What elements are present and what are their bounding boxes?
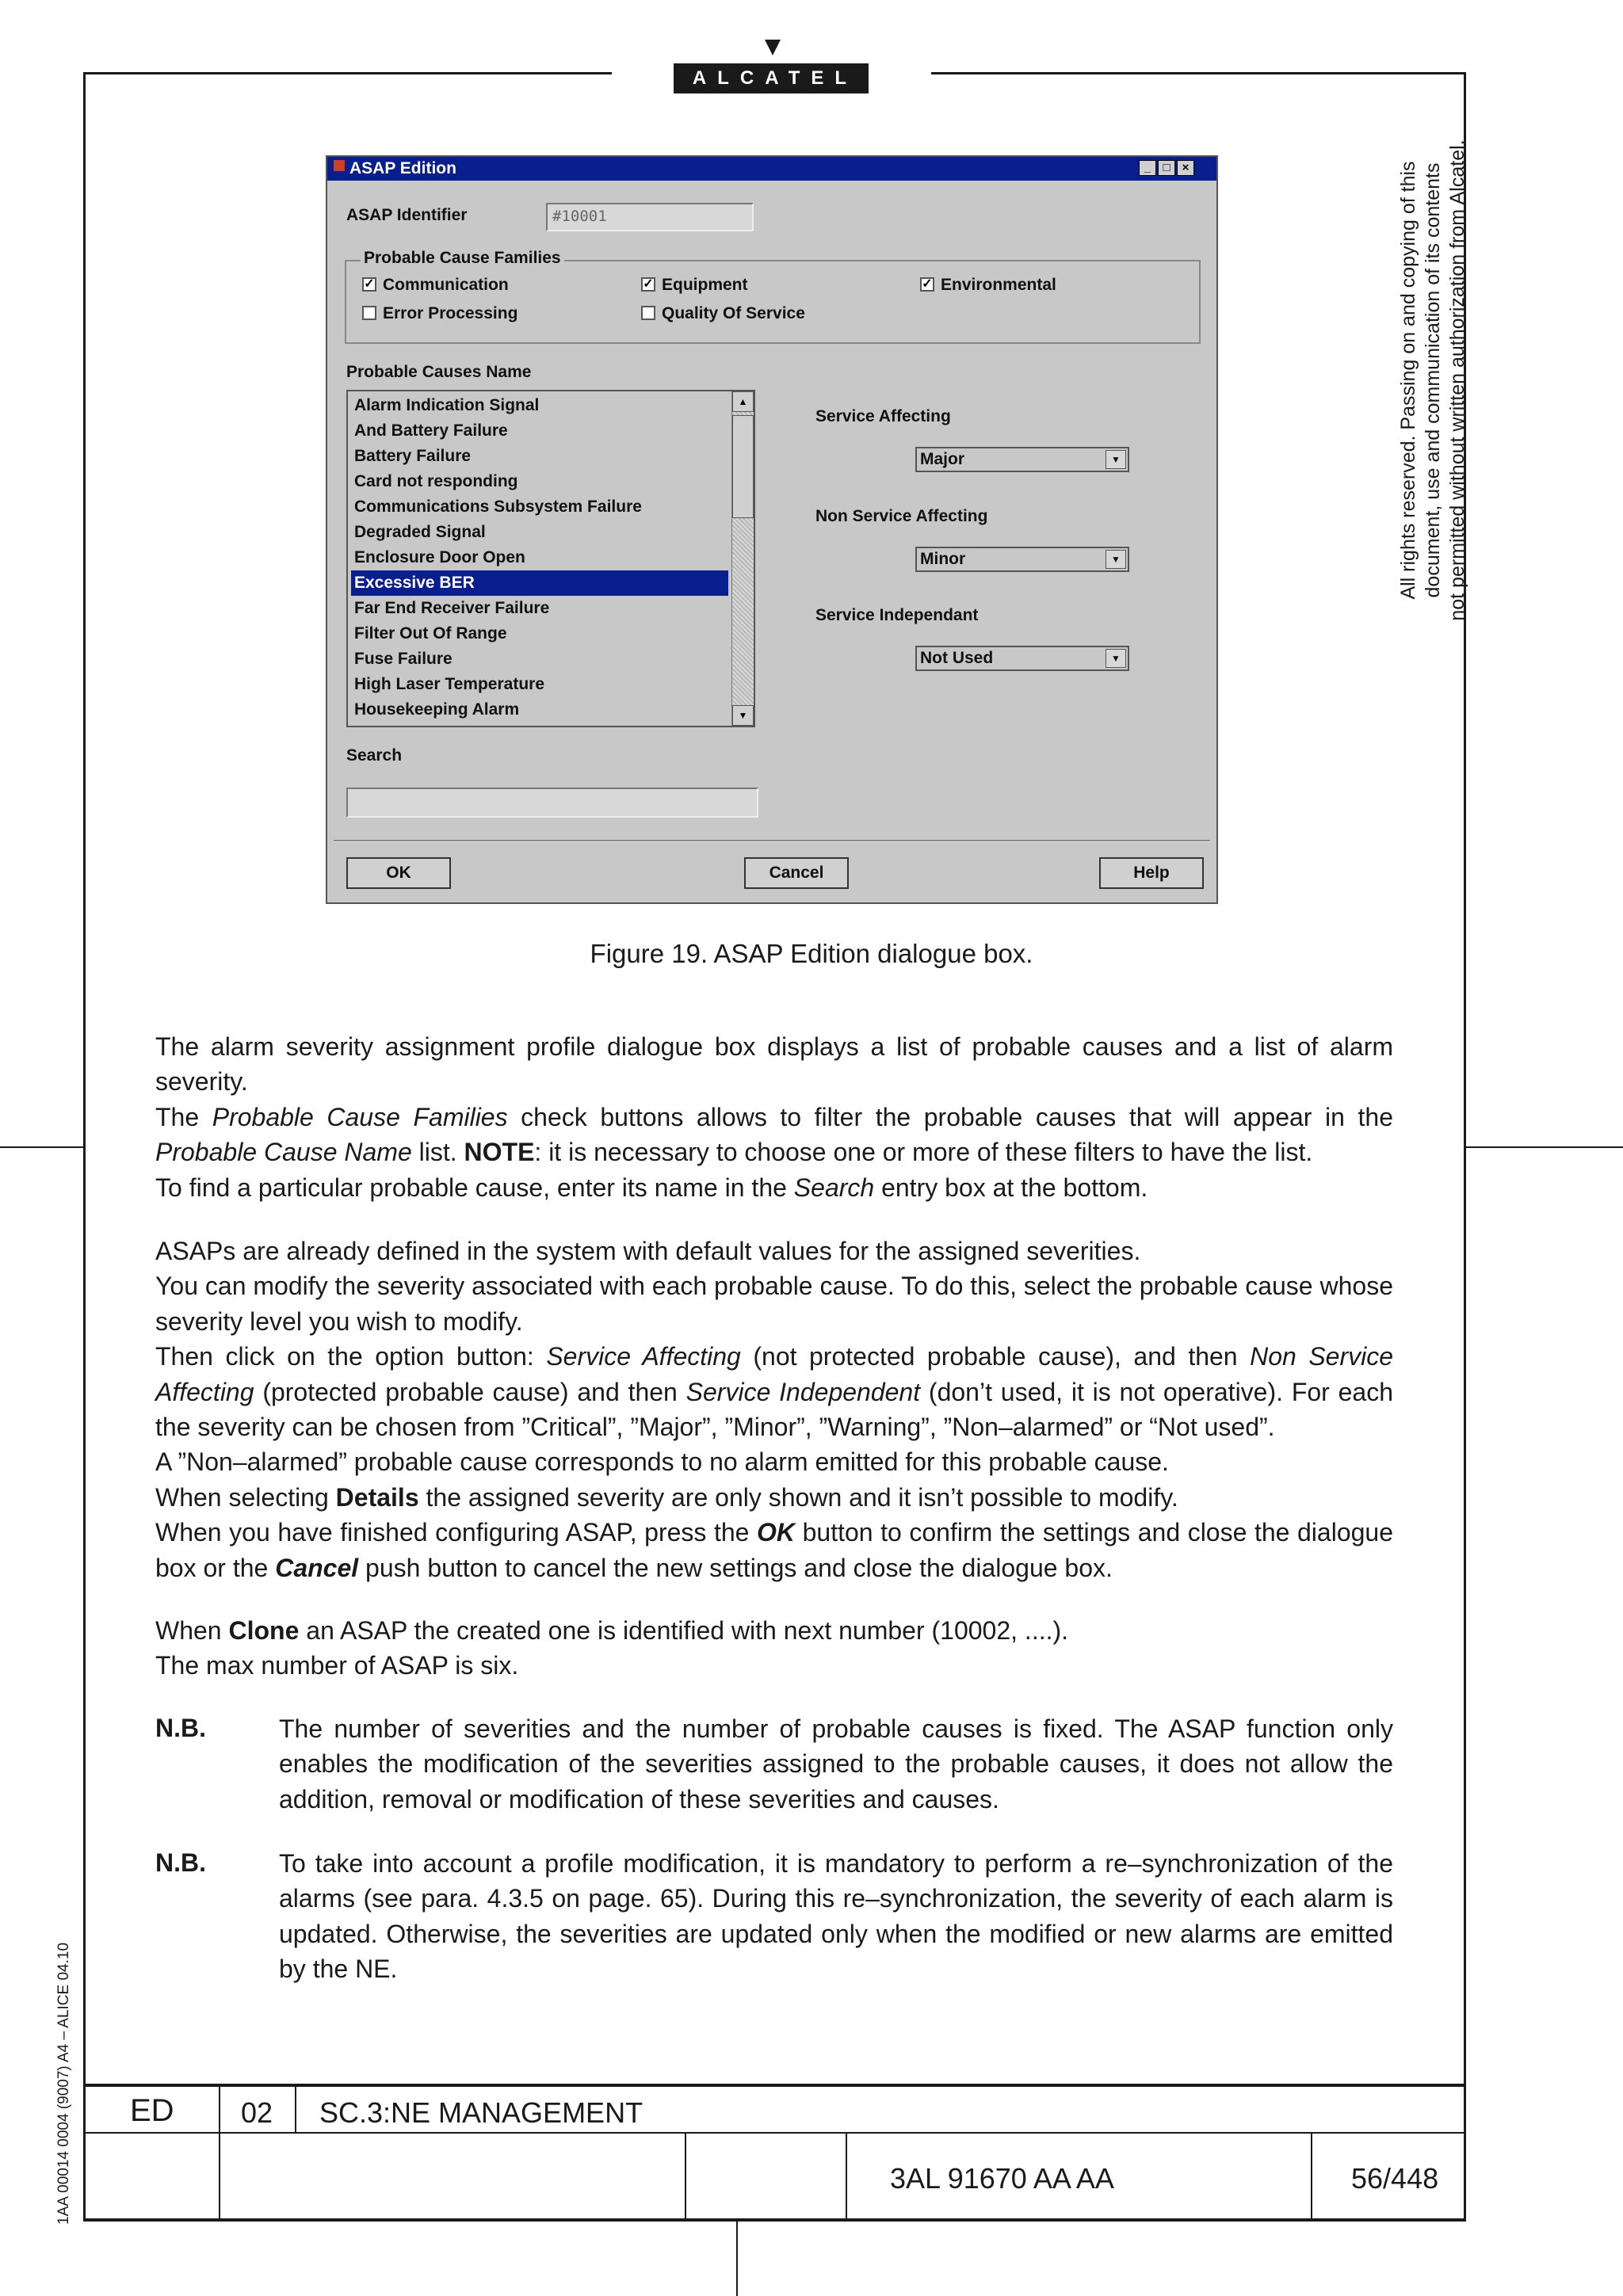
- app-icon: [334, 160, 345, 171]
- footer-col-4: [846, 2132, 847, 2220]
- footer-col-5: [1311, 2132, 1312, 2220]
- p1-a: The alarm severity assignment profile dialogue box displays a list of probable causes and a list of alarm severity.: [155, 1032, 1393, 1097]
- asap-identifier-label: ASAP Identifier: [346, 206, 468, 224]
- nb2-text: To take into account a profile modification, it is mandatory to perform a re–synchronization of the alarms (see para. 4.3.5 on page. 65). During this re–synchronization, the severity of each alarm is updated. Otherwise, the severities are updated only when the modified or new alarms are emitted by the NE.: [279, 1849, 1393, 1984]
- footer-top-line: [83, 2084, 1466, 2087]
- communication-checkbox[interactable]: ✓: [362, 277, 376, 292]
- search-label: Search: [346, 746, 403, 765]
- p2-f-ok: OK: [757, 1518, 796, 1547]
- non-service-affecting-label: Non Service Affecting: [815, 507, 988, 525]
- p2-f3: push button to cancel the new settings and close the dialogue box.: [358, 1553, 1113, 1582]
- quality-of-service-label: Quality Of Service: [662, 304, 805, 322]
- non-service-affecting-value: Minor: [920, 550, 966, 568]
- ok-button[interactable]: OK: [346, 857, 451, 889]
- list-item[interactable]: Housekeeping Alarm: [354, 700, 520, 719]
- p2-e-b: Details: [335, 1482, 419, 1512]
- list-item[interactable]: High Laser Temperature: [354, 675, 545, 693]
- frame-top-left: [83, 72, 612, 74]
- minimize-icon[interactable]: _: [1139, 160, 1156, 176]
- footer-ed-value: 02: [241, 2096, 273, 2129]
- list-item[interactable]: Card not responding: [354, 472, 518, 490]
- p2-c1: Then click on the option button:: [155, 1342, 547, 1371]
- chevron-down-icon[interactable]: ▼: [1106, 550, 1126, 569]
- list-item[interactable]: Alarm Indication Signal: [354, 396, 540, 414]
- p2-d: A ”Non–alarmed” probable cause corresponds to no alarm emitted for this probable cause.: [155, 1447, 1169, 1477]
- list-item[interactable]: Filter Out Of Range: [354, 624, 507, 643]
- list-item[interactable]: Degraded Signal: [354, 523, 486, 541]
- service-independant-label: Service Independant: [815, 606, 979, 624]
- copyright-line-2: document, use and communication of its contents: [1422, 162, 1444, 598]
- p1-c-em: Search: [793, 1173, 875, 1202]
- p3-a-b: Clone: [228, 1616, 300, 1645]
- copyright-line-3: not permitted without written authorization from Alcatel.: [1446, 139, 1468, 621]
- p2-c-em3: Service Independent: [685, 1377, 921, 1406]
- footer-col-2: [295, 2084, 296, 2133]
- p2-a: ASAPs are already defined in the system with default values for the assigned severities.: [155, 1237, 1141, 1265]
- scroll-up-icon[interactable]: ▲: [732, 391, 754, 412]
- p1-b1: The: [155, 1102, 212, 1131]
- error-processing-checkbox[interactable]: [362, 306, 376, 320]
- p2-e2: the assigned severity are only shown and it isn’t possible to modify.: [418, 1482, 1178, 1512]
- equipment-checkbox[interactable]: ✓: [641, 277, 655, 292]
- p2-c-em2: Non Service Affecting: [155, 1342, 1394, 1406]
- p2-f-cancel: Cancel: [275, 1553, 359, 1582]
- list-item[interactable]: Battery Failure: [354, 447, 472, 465]
- p1-b-em1: Probable Cause Families: [212, 1102, 508, 1131]
- equipment-label: Equipment: [662, 276, 748, 294]
- list-item[interactable]: Communications Subsystem Failure: [354, 498, 642, 516]
- p1-c1: To find a particular probable cause, enter its name in the: [155, 1173, 794, 1202]
- chevron-down-icon[interactable]: ▼: [1106, 450, 1126, 469]
- nb1-text: The number of severities and the number of probable causes is fixed. The ASAP function only enables the modification of the severities assigned to the probable causes, it does not allow the addition, removal or modification of these severities and causes.: [279, 1714, 1393, 1814]
- error-processing-label: Error Processing: [383, 304, 518, 322]
- p2-f1: When you have finished configuring ASAP, press the: [155, 1518, 758, 1547]
- dialog-title: ASAP Edition: [349, 159, 456, 177]
- alcatel-logo: ALCATEL: [674, 63, 869, 93]
- footer-section: SC.3:NE MANAGEMENT: [319, 2096, 643, 2129]
- scroll-thumb[interactable]: [732, 415, 754, 518]
- footer-page: 56/448: [1351, 2162, 1439, 2195]
- button-separator: [334, 840, 1210, 842]
- list-item[interactable]: Fuse Failure: [354, 650, 453, 668]
- copyright-notice: [1396, 111, 1470, 650]
- service-affecting-value: Major: [920, 450, 965, 468]
- footer-tail-line: [736, 2220, 738, 2296]
- search-input[interactable]: [346, 788, 758, 818]
- p2-c3: (protected probable cause) and then: [254, 1377, 686, 1406]
- footer-ed-label: ED: [130, 2093, 174, 2128]
- dialog-titlebar: [327, 157, 1216, 181]
- p2-f2: button to confirm the settings and close the dialogue box or the: [155, 1518, 1393, 1582]
- list-item[interactable]: Enclosure Door Open: [354, 548, 525, 566]
- list-item-selected[interactable]: Excessive BER: [351, 570, 728, 596]
- families-group-title: Probable Cause Families: [361, 249, 564, 268]
- footer-mid-line: [83, 2132, 1466, 2134]
- p1-b-em2: Probable Cause Name: [155, 1138, 412, 1167]
- p1-b2: check buttons allows to filter the probable causes that will appear in the: [507, 1102, 1393, 1131]
- help-button[interactable]: Help: [1099, 857, 1204, 889]
- footer-col-1: [219, 2084, 220, 2220]
- nb1-label: N.B.: [155, 1714, 206, 1742]
- asap-identifier-field: #10001: [546, 203, 754, 231]
- close-icon[interactable]: ×: [1177, 160, 1194, 176]
- cancel-button[interactable]: Cancel: [744, 857, 849, 889]
- chevron-down-icon[interactable]: ▼: [1106, 649, 1126, 668]
- footer-bottom-line: [83, 2218, 1466, 2222]
- asap-edition-dialog: [326, 155, 1218, 904]
- list-item[interactable]: Far End Receiver Failure: [354, 599, 550, 617]
- p2-b: You can modify the severity associated with each probable cause. To do this, select the probable cause whose severity level you wish to modify.: [155, 1272, 1393, 1336]
- frame-top-right: [931, 72, 1466, 74]
- maximize-icon[interactable]: □: [1158, 160, 1175, 176]
- p3-a2: an ASAP the created one is identified with next number (10002, ....).: [299, 1616, 1069, 1645]
- scroll-down-icon[interactable]: ▼: [732, 705, 754, 726]
- non-service-affecting-select[interactable]: [915, 547, 1129, 572]
- footer-doc-number: 3AL 91670 AA AA: [890, 2162, 1114, 2195]
- paragraph-2: [155, 1234, 1393, 1585]
- p2-c-em1: Service Affecting: [546, 1342, 741, 1371]
- environmental-label: Environmental: [941, 276, 1056, 294]
- logo-arrow-icon: [765, 40, 781, 55]
- list-item[interactable]: And Battery Failure: [354, 421, 508, 440]
- copyright-line-1: All rights reserved. Passing on and copying of this: [1397, 161, 1419, 600]
- figure-caption: Figure 19. ASAP Edition dialogue box.: [590, 939, 1033, 968]
- probable-causes-label: Probable Causes Name: [346, 363, 532, 381]
- paragraph-3: [155, 1613, 1393, 1684]
- communication-label: Communication: [383, 276, 509, 294]
- service-independant-value: Not Used: [920, 649, 994, 667]
- paragraph-1: [155, 1029, 1393, 1205]
- p2-c4: (don’t used, it is not operative). For each the severity can be chosen from ”Critical”, ”Major”, ”Minor”, ”Warning”, ”Non–alarmed” or “Not used”.: [155, 1377, 1394, 1442]
- p1-b3: list.: [411, 1138, 464, 1167]
- service-affecting-label: Service Affecting: [815, 407, 951, 425]
- margin-mark-right: [1466, 1146, 1623, 1148]
- frame-left: [83, 72, 86, 2221]
- service-independant-select[interactable]: [915, 646, 1129, 671]
- p2-e1: When selecting: [155, 1482, 336, 1512]
- environmental-checkbox[interactable]: ✓: [920, 277, 934, 292]
- form-code: 1AA 00014 0004 (9007) A4 – ALICE 04.10: [55, 1942, 72, 2225]
- quality-of-service-checkbox[interactable]: [641, 306, 655, 320]
- service-affecting-select[interactable]: [915, 447, 1129, 472]
- nb2-label: N.B.: [155, 1848, 206, 1877]
- p3-b: The max number of ASAP is six.: [155, 1651, 519, 1680]
- p2-c2: (not protected probable cause), and then: [740, 1342, 1251, 1371]
- list-scrollbar[interactable]: [731, 391, 754, 726]
- p1-note: NOTE: [464, 1138, 535, 1167]
- p3-a1: When: [155, 1616, 229, 1645]
- probable-cause-families-group: [345, 260, 1201, 344]
- probable-causes-list[interactable]: [346, 390, 755, 727]
- margin-mark-left: [0, 1146, 83, 1148]
- p1-b4: : it is necessary to choose one or more of these filters to have the list.: [534, 1138, 1313, 1167]
- p1-c2: entry box at the bottom.: [874, 1173, 1148, 1202]
- footer-col-3: [685, 2132, 686, 2220]
